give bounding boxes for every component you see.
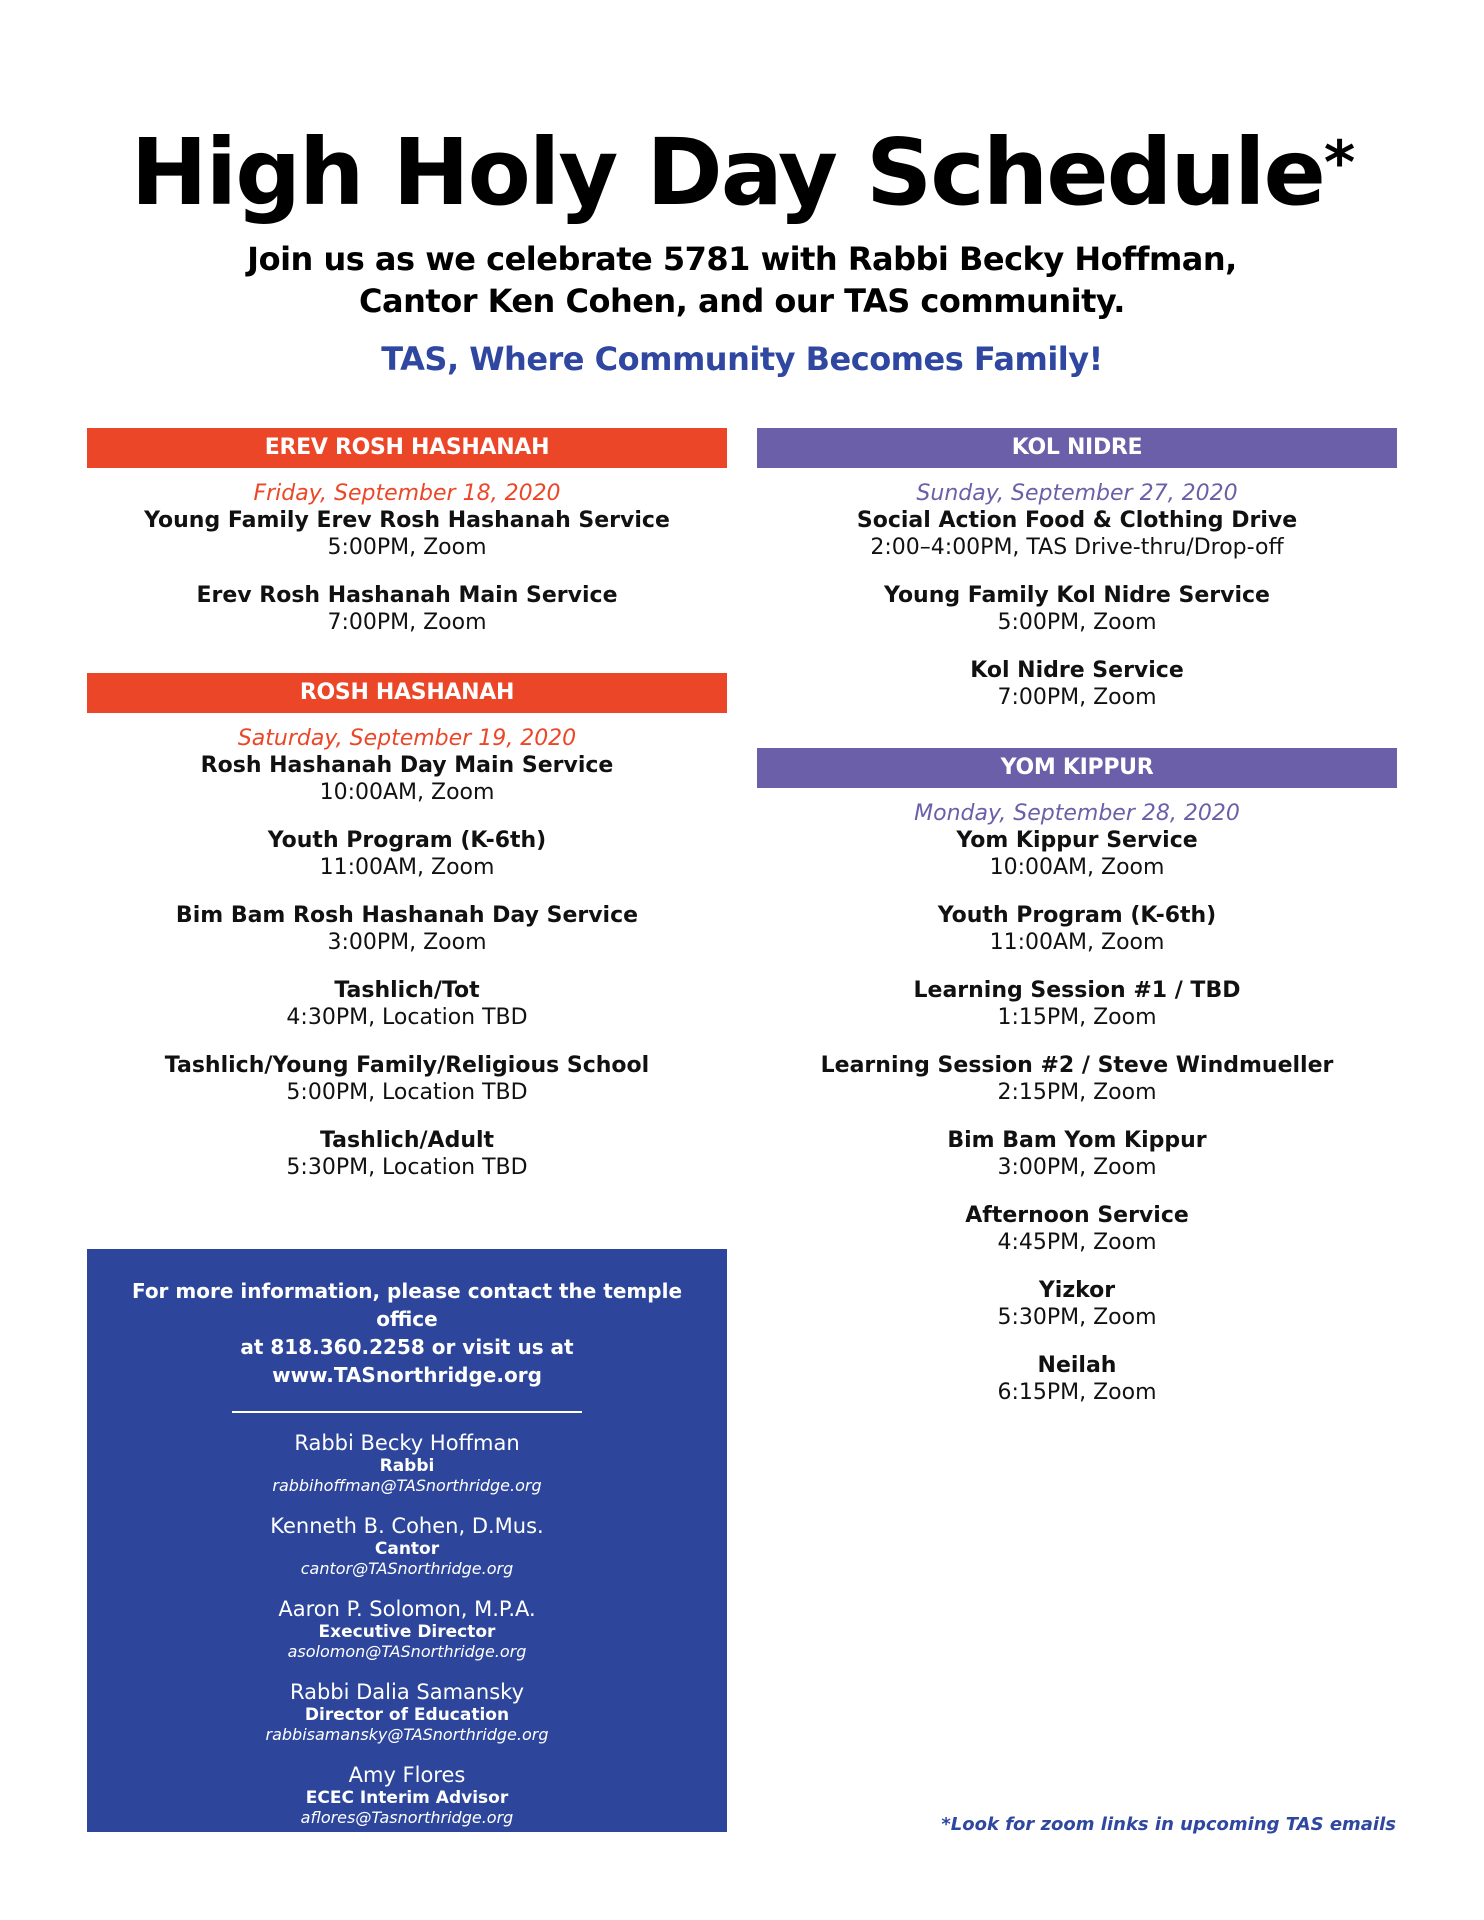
event-name: Learning Session #2 / Steve Windmueller xyxy=(820,1053,1334,1078)
event-time: 7:00PM, Zoom xyxy=(997,685,1157,710)
section-header: YOM KIPPUR xyxy=(757,748,1397,788)
event-item xyxy=(757,902,1397,956)
page-title xyxy=(0,118,1484,228)
event-item xyxy=(757,657,1397,711)
event-item xyxy=(757,1127,1397,1181)
section-rosh-hashanah xyxy=(87,673,727,1202)
section-kol-nidre xyxy=(757,428,1397,732)
staff-role: Director of Education xyxy=(304,1705,510,1725)
event-time: 6:15PM, Zoom xyxy=(997,1380,1157,1405)
footnote: *Look for zoom links in upcoming TAS emails xyxy=(941,1814,1396,1835)
event-name: Afternoon Service xyxy=(965,1203,1189,1228)
event-time: 1:15PM, Zoom xyxy=(997,1005,1157,1030)
event-item xyxy=(87,507,727,561)
title-asterisk: * xyxy=(1323,128,1354,198)
event-name: Tashlich/Adult xyxy=(319,1128,495,1153)
event-time: 10:00AM, Zoom xyxy=(319,780,495,805)
event-name: Neilah xyxy=(1037,1353,1117,1378)
staff-email: asolomon@TASnorthridge.org xyxy=(287,1642,527,1661)
contact-info-line-2: at 818.360.2258 or visit us at www.TASnorthridge.org xyxy=(240,1335,574,1387)
event-time: 11:00AM, Zoom xyxy=(989,930,1165,955)
staff-member xyxy=(87,1680,727,1745)
staff-member xyxy=(87,1763,727,1828)
event-time: 7:00PM, Zoom xyxy=(327,610,487,635)
event-item xyxy=(757,1277,1397,1331)
staff-name: Aaron P. Solomon, M.P.A. xyxy=(278,1597,536,1621)
event-item xyxy=(87,752,727,806)
staff-email: cantor@TASnorthridge.org xyxy=(300,1559,514,1578)
staff-member xyxy=(87,1597,727,1662)
event-item xyxy=(757,1052,1397,1106)
section-date: Monday, September 28, 2020 xyxy=(914,801,1240,826)
event-name: Yom Kippur Service xyxy=(956,828,1198,853)
staff-member xyxy=(87,1431,727,1496)
event-time: 2:00–4:00PM, TAS Drive-thru/Drop-off xyxy=(870,535,1284,560)
event-time: 10:00AM, Zoom xyxy=(989,855,1165,880)
event-name: Tashlich/Young Family/Religious School xyxy=(164,1053,650,1078)
event-name: Young Family Kol Nidre Service xyxy=(884,583,1270,608)
title-text: High Holy Day Schedule xyxy=(130,119,1324,226)
contact-info-line-1: For more information, please contact the temple office xyxy=(131,1279,683,1331)
staff-name: Amy Flores xyxy=(348,1763,466,1787)
section-date: Friday, September 18, 2020 xyxy=(253,481,561,506)
staff-name: Rabbi Becky Hoffman xyxy=(294,1431,520,1455)
staff-member xyxy=(87,1514,727,1579)
event-name: Bim Bam Yom Kippur xyxy=(947,1128,1207,1153)
event-time: 2:15PM, Zoom xyxy=(997,1080,1157,1105)
contact-box xyxy=(87,1249,727,1832)
event-name: Kol Nidre Service xyxy=(970,658,1184,683)
staff-role: Rabbi xyxy=(379,1456,435,1476)
event-time: 4:30PM, Location TBD xyxy=(286,1005,528,1030)
staff-email: rabbisamansky@TASnorthridge.org xyxy=(265,1725,549,1744)
staff-email: aflores@Tasnorthridge.org xyxy=(300,1808,514,1827)
staff-name: Kenneth B. Cohen, D.Mus. xyxy=(270,1514,544,1538)
event-name: Young Family Erev Rosh Hashanah Service xyxy=(144,508,670,533)
event-item xyxy=(757,827,1397,881)
event-time: 5:00PM, Zoom xyxy=(327,535,487,560)
event-time: 5:00PM, Location TBD xyxy=(286,1080,528,1105)
event-time: 11:00AM, Zoom xyxy=(319,855,495,880)
subtitle-line-1: Join us as we celebrate 5781 with Rabbi Becky Hoffman, xyxy=(247,240,1237,278)
staff-role: Executive Director xyxy=(318,1622,496,1642)
event-name: Social Action Food & Clothing Drive xyxy=(856,508,1298,533)
event-time: 5:00PM, Zoom xyxy=(997,610,1157,635)
staff-role: ECEC Interim Advisor xyxy=(305,1788,509,1808)
contact-info xyxy=(87,1277,727,1389)
section-date: Saturday, September 19, 2020 xyxy=(237,726,577,751)
section-date: Sunday, September 27, 2020 xyxy=(916,481,1238,506)
event-item xyxy=(87,827,727,881)
staff-role: Cantor xyxy=(374,1539,440,1559)
event-item xyxy=(757,582,1397,636)
event-name: Youth Program (K-6th) xyxy=(937,903,1217,928)
event-name: Youth Program (K-6th) xyxy=(267,828,547,853)
event-item xyxy=(87,977,727,1031)
event-item xyxy=(87,1052,727,1106)
event-time: 5:30PM, Zoom xyxy=(997,1305,1157,1330)
divider xyxy=(232,1411,582,1413)
event-name: Erev Rosh Hashanah Main Service xyxy=(196,583,618,608)
staff-name: Rabbi Dalia Samansky xyxy=(289,1680,525,1704)
event-time: 5:30PM, Location TBD xyxy=(286,1155,528,1180)
event-name: Tashlich/Tot xyxy=(334,978,480,1003)
tagline: TAS, Where Community Becomes Family! xyxy=(381,340,1103,378)
event-name: Learning Session #1 / TBD xyxy=(913,978,1241,1003)
subtitle xyxy=(0,238,1484,322)
event-item xyxy=(757,1352,1397,1406)
event-item xyxy=(87,902,727,956)
section-header: ROSH HASHANAH xyxy=(87,673,727,713)
section-header: EREV ROSH HASHANAH xyxy=(87,428,727,468)
event-name: Bim Bam Rosh Hashanah Day Service xyxy=(175,903,639,928)
event-item xyxy=(87,1127,727,1181)
event-item xyxy=(87,582,727,636)
event-time: 3:00PM, Zoom xyxy=(327,930,487,955)
staff-email: rabbihoffman@TASnorthridge.org xyxy=(272,1476,542,1495)
event-item xyxy=(757,977,1397,1031)
event-time: 3:00PM, Zoom xyxy=(997,1155,1157,1180)
event-item xyxy=(757,1202,1397,1256)
event-time: 4:45PM, Zoom xyxy=(997,1230,1157,1255)
subtitle-line-2: Cantor Ken Cohen, and our TAS community. xyxy=(359,282,1125,320)
event-name: Yizkor xyxy=(1038,1278,1116,1303)
section-header: KOL NIDRE xyxy=(757,428,1397,468)
section-yom-kippur xyxy=(757,748,1397,1427)
event-name: Rosh Hashanah Day Main Service xyxy=(200,753,614,778)
event-item xyxy=(757,507,1397,561)
section-erev-rosh-hashanah xyxy=(87,428,727,657)
